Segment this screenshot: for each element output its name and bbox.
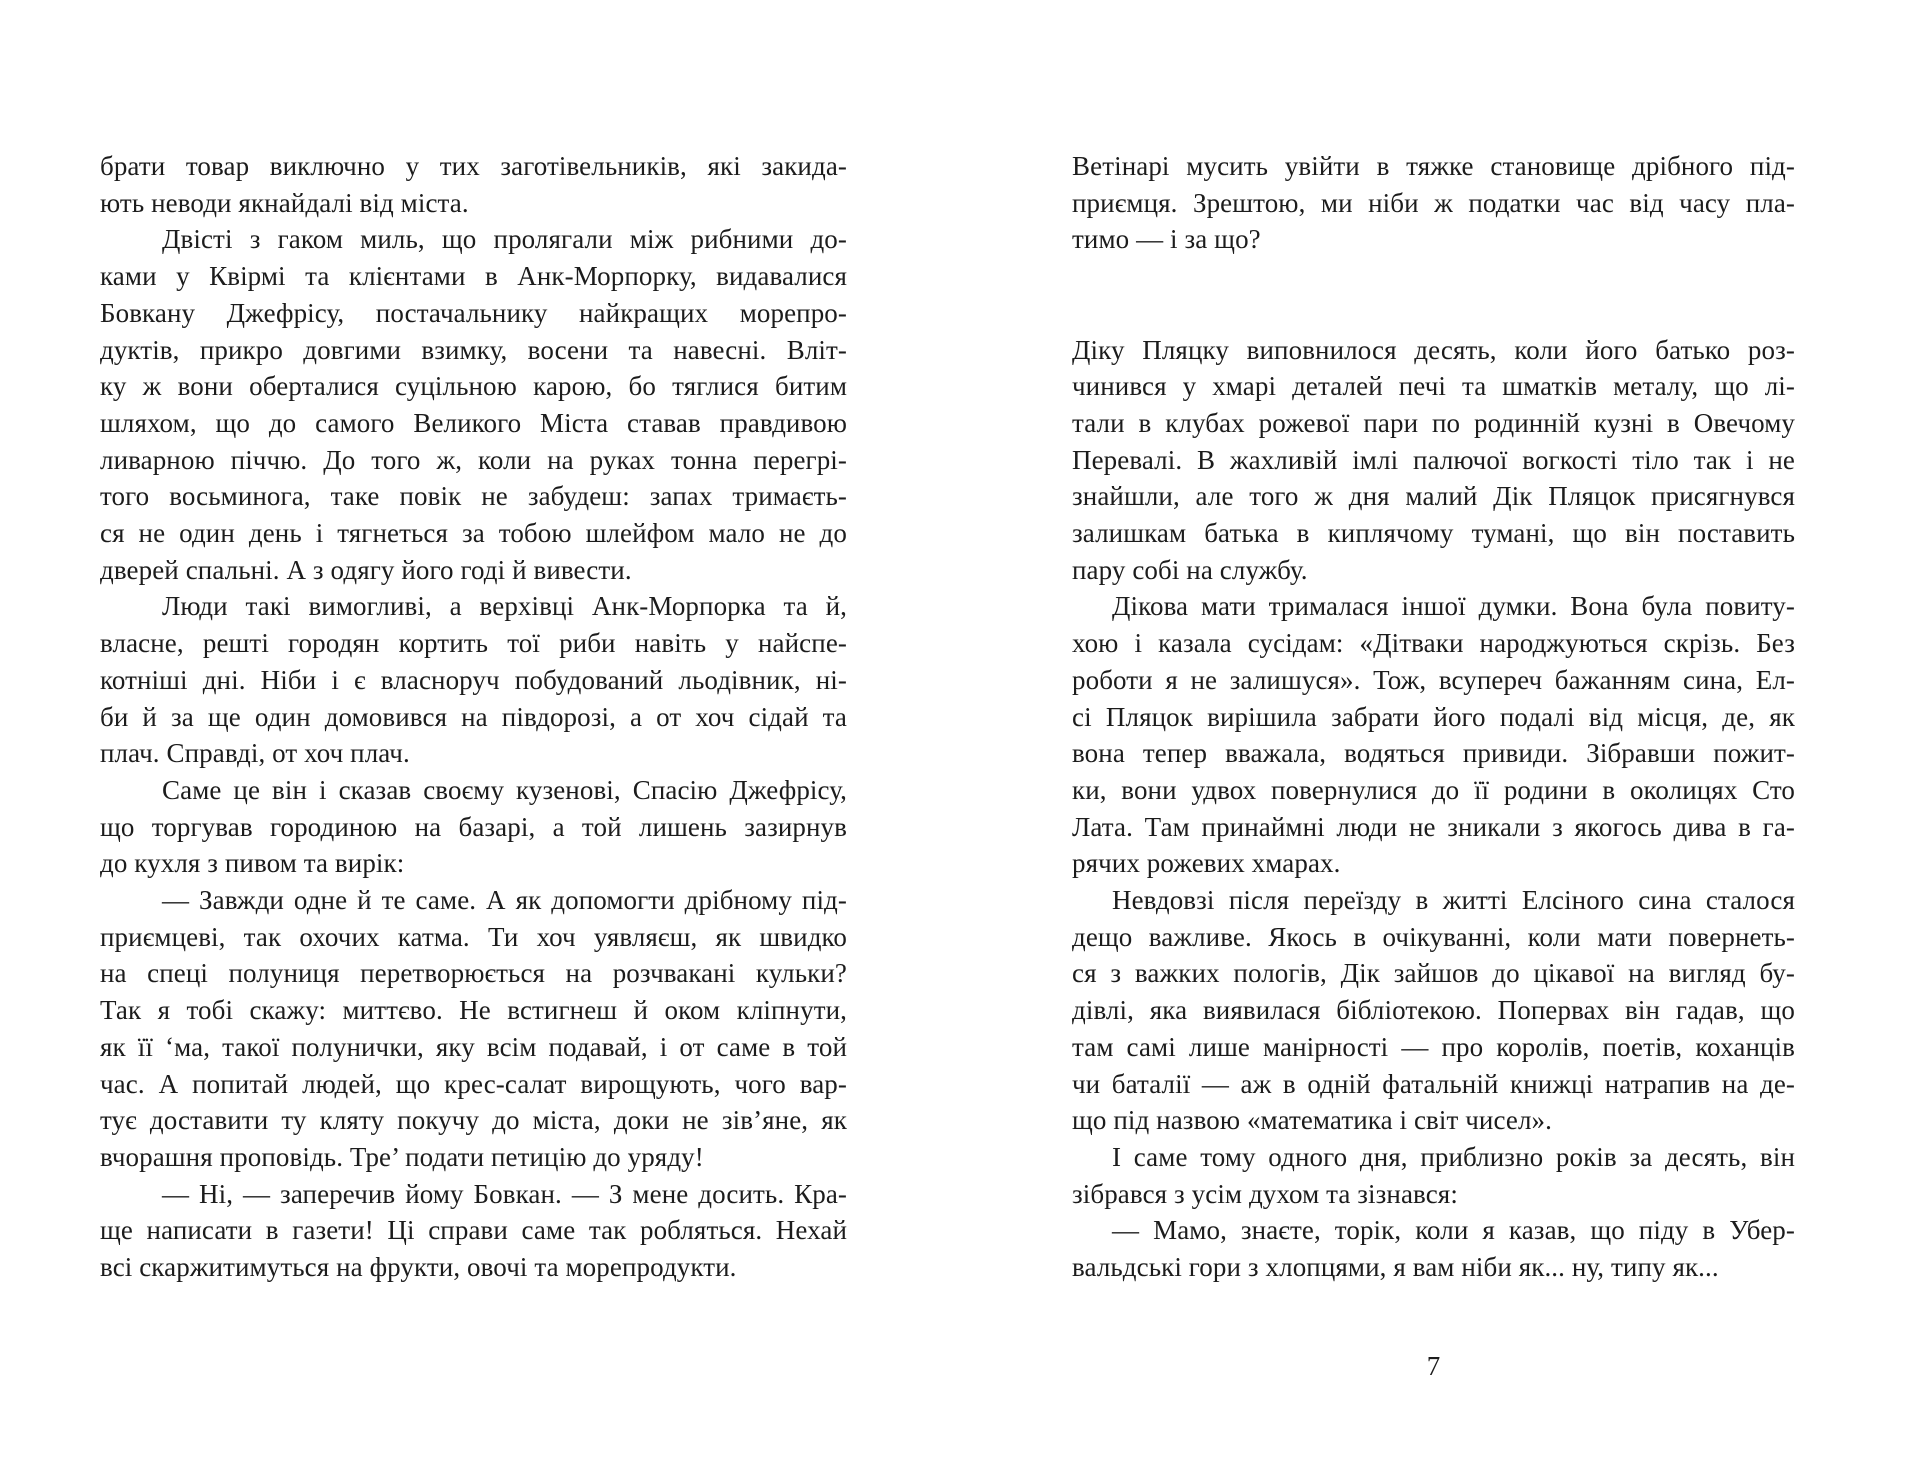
text-line: — Ні, — заперечив йому Бовкан. — З мене досить. Кра- xyxy=(162,1178,847,1209)
text-line: там самі лише манірності — про королів, поетів, коханців xyxy=(1072,1031,1795,1062)
text-line: пару собі на службу. xyxy=(1072,554,1308,585)
text-line: ливарною піччю. До того ж, коли на руках тонна перегрі- xyxy=(100,444,847,475)
text-line: Ветінарі мусить увійти в тяжке становище дрібного під- xyxy=(1072,151,1795,181)
text-line: ся з важких пологів, Дік зайшов до цікавої на вигляд бу- xyxy=(1072,958,1795,989)
text-line: чи баталії — аж в одній фатальній книжці натрапив на де- xyxy=(1072,1068,1795,1099)
text-line: шляхом, що до самого Великого Міста ставав правдивою xyxy=(100,407,847,438)
text-line: Двісті з гаком миль, що пролягали між рибними до- xyxy=(162,224,847,255)
text-line: всі скаржитимуться на фрукти, овочі та морепродукти. xyxy=(100,1252,737,1283)
text-line: що торгував городиною на базарі, а той лишень зазирнув xyxy=(100,811,847,842)
text-line: Дікова мати трималася іншої думки. Вона була повиту- xyxy=(1112,591,1795,622)
text-line: Саме це він і сказав своєму кузенові, Спасію Джефрісу, xyxy=(162,774,847,805)
text-line: чинився у хмарі деталей печі та шматків металу, що лі- xyxy=(1072,371,1795,402)
text-line: Невдовзі після переїзду в житті Елсіного сина сталося xyxy=(1112,885,1795,916)
text-line: — Мамо, знаєте, торік, коли я казав, що піду в Убер- xyxy=(1112,1215,1795,1246)
text-line: Діку Пляцку виповнилося десять, коли його батько роз- xyxy=(1072,334,1795,365)
text-line: вчорашня проповідь. Тре’ подати петицію до уряду! xyxy=(100,1141,704,1172)
text-line: тує доставити ту кляту покучу до міста, доки не зів’яне, як xyxy=(100,1105,847,1136)
text-line: Люди такі вимогливі, а верхівці Анк-Морпорка та й, xyxy=(162,591,847,622)
text-line: що під назвою «математика і світ чисел». xyxy=(1072,1105,1552,1136)
text-line: як її ‘ма, такої полунички, яку всім подавай, і от саме в той xyxy=(100,1031,847,1062)
text-line: дещо важливе. Якось в очікуванні, коли мати повернеть- xyxy=(1072,921,1795,952)
text-line: знайшли, але того ж дня малий Дік Пляцок присягнувся xyxy=(1072,481,1795,512)
page-right-text-column xyxy=(1072,148,1795,1286)
text-line: до кухля з пивом та вирік: xyxy=(100,848,405,879)
text-line: сі Пляцок вирішила забрати його подалі від місця, де, як xyxy=(1072,701,1795,732)
text-line: хою і казала сусідам: «Дітваки народжуються скрізь. Без xyxy=(1072,628,1795,659)
page-right xyxy=(960,0,1920,1477)
page-left-text-column xyxy=(100,148,847,1286)
text-line: Перевалі. В жахливій імлі палючої вогкості тіло так і не xyxy=(1072,444,1795,475)
text-line: ками у Квірмі та клієнтами в Анк-Морпорку, видавалися xyxy=(100,261,847,292)
text-line: І саме тому одного дня, приблизно років за десять, він xyxy=(1112,1141,1795,1172)
text-line: ки, вони удвох повернулися до її родини в околицях Сто xyxy=(1072,774,1795,805)
text-line: котніші дні. Ніби і є власноруч побудований льодівник, ні- xyxy=(100,664,847,695)
text-line: Лата. Там принаймні люди не зникали з якогось дива в га- xyxy=(1072,811,1795,842)
text-line: Бовкану Джефрісу, постачальнику найкращих морепро- xyxy=(100,297,847,328)
text-line: вальдські гори з хлопцями, я вам ніби як... ну, типу як... xyxy=(1072,1252,1719,1283)
text-line: тимо — і за що? xyxy=(1072,224,1261,255)
text-line: — Завжди одне й те саме. А як допомогти дрібному під- xyxy=(162,885,847,916)
text-line: ся не один день і тягнеться за тобою шлейфом мало не до xyxy=(100,518,847,549)
text-line: залишкам батька в киплячому тумані, що він поставить xyxy=(1072,518,1795,549)
text-line: того восьминога, таке повік не забудеш: запах тримаєть- xyxy=(100,481,847,512)
text-line: дуктів, прикро довгими взимку, восени та навесні. Вліт- xyxy=(100,334,847,365)
page-number: 7 xyxy=(1426,1351,1441,1381)
text-line: ще написати в газети! Ці справи саме так робляться. Нехай xyxy=(100,1215,847,1246)
text-line: роботи я не залишуся». Тож, всупереч бажанням сина, Ел- xyxy=(1072,664,1795,695)
text-line: час. А попитай людей, що крес-салат вирощують, чого вар- xyxy=(100,1068,847,1099)
text-line: би й за ще один домовився на півдорозі, а от хоч сідай та xyxy=(100,701,847,732)
text-line: приємцеві, так охочих катма. Ти хоч уявляєш, як швидко xyxy=(100,921,847,952)
text-line: на спеці полуниця перетворюється на розчвакані кульки? xyxy=(100,958,847,989)
text-line: плач. Справді, от хоч плач. xyxy=(100,738,410,769)
text-line: брати товар виключно у тих заготівельників, які закида- xyxy=(100,151,847,181)
text-line: дівлі, яка виявилася бібліотекою. Попервах він гадав, що xyxy=(1072,995,1795,1026)
text-line: рячих рожевих хмарах. xyxy=(1072,848,1341,879)
text-line: тали в клубах рожевої пари по родинній кузні в Овечому xyxy=(1072,407,1795,438)
text-line: дверей спальні. А з одягу його годі й вивести. xyxy=(100,554,632,585)
text-line: зібрався з усім духом та зізнався: xyxy=(1072,1178,1458,1209)
text-line: ють неводи якнайдалі від міста. xyxy=(100,187,469,218)
text-line: Так я тобі скажу: миттєво. Не встигнеш й оком кліпнути, xyxy=(100,995,847,1026)
text-line: власне, решті городян кортить тої риби навіть у найспе- xyxy=(100,628,847,659)
text-line: вона тепер вважала, водяться привиди. Зібравши пожит- xyxy=(1072,738,1795,769)
text-line: ку ж вони оберталися суцільною карою, бо тяглися битим xyxy=(100,371,847,402)
text-line: приємця. Зрештою, ми ніби ж податки час від часу пла- xyxy=(1072,187,1795,218)
